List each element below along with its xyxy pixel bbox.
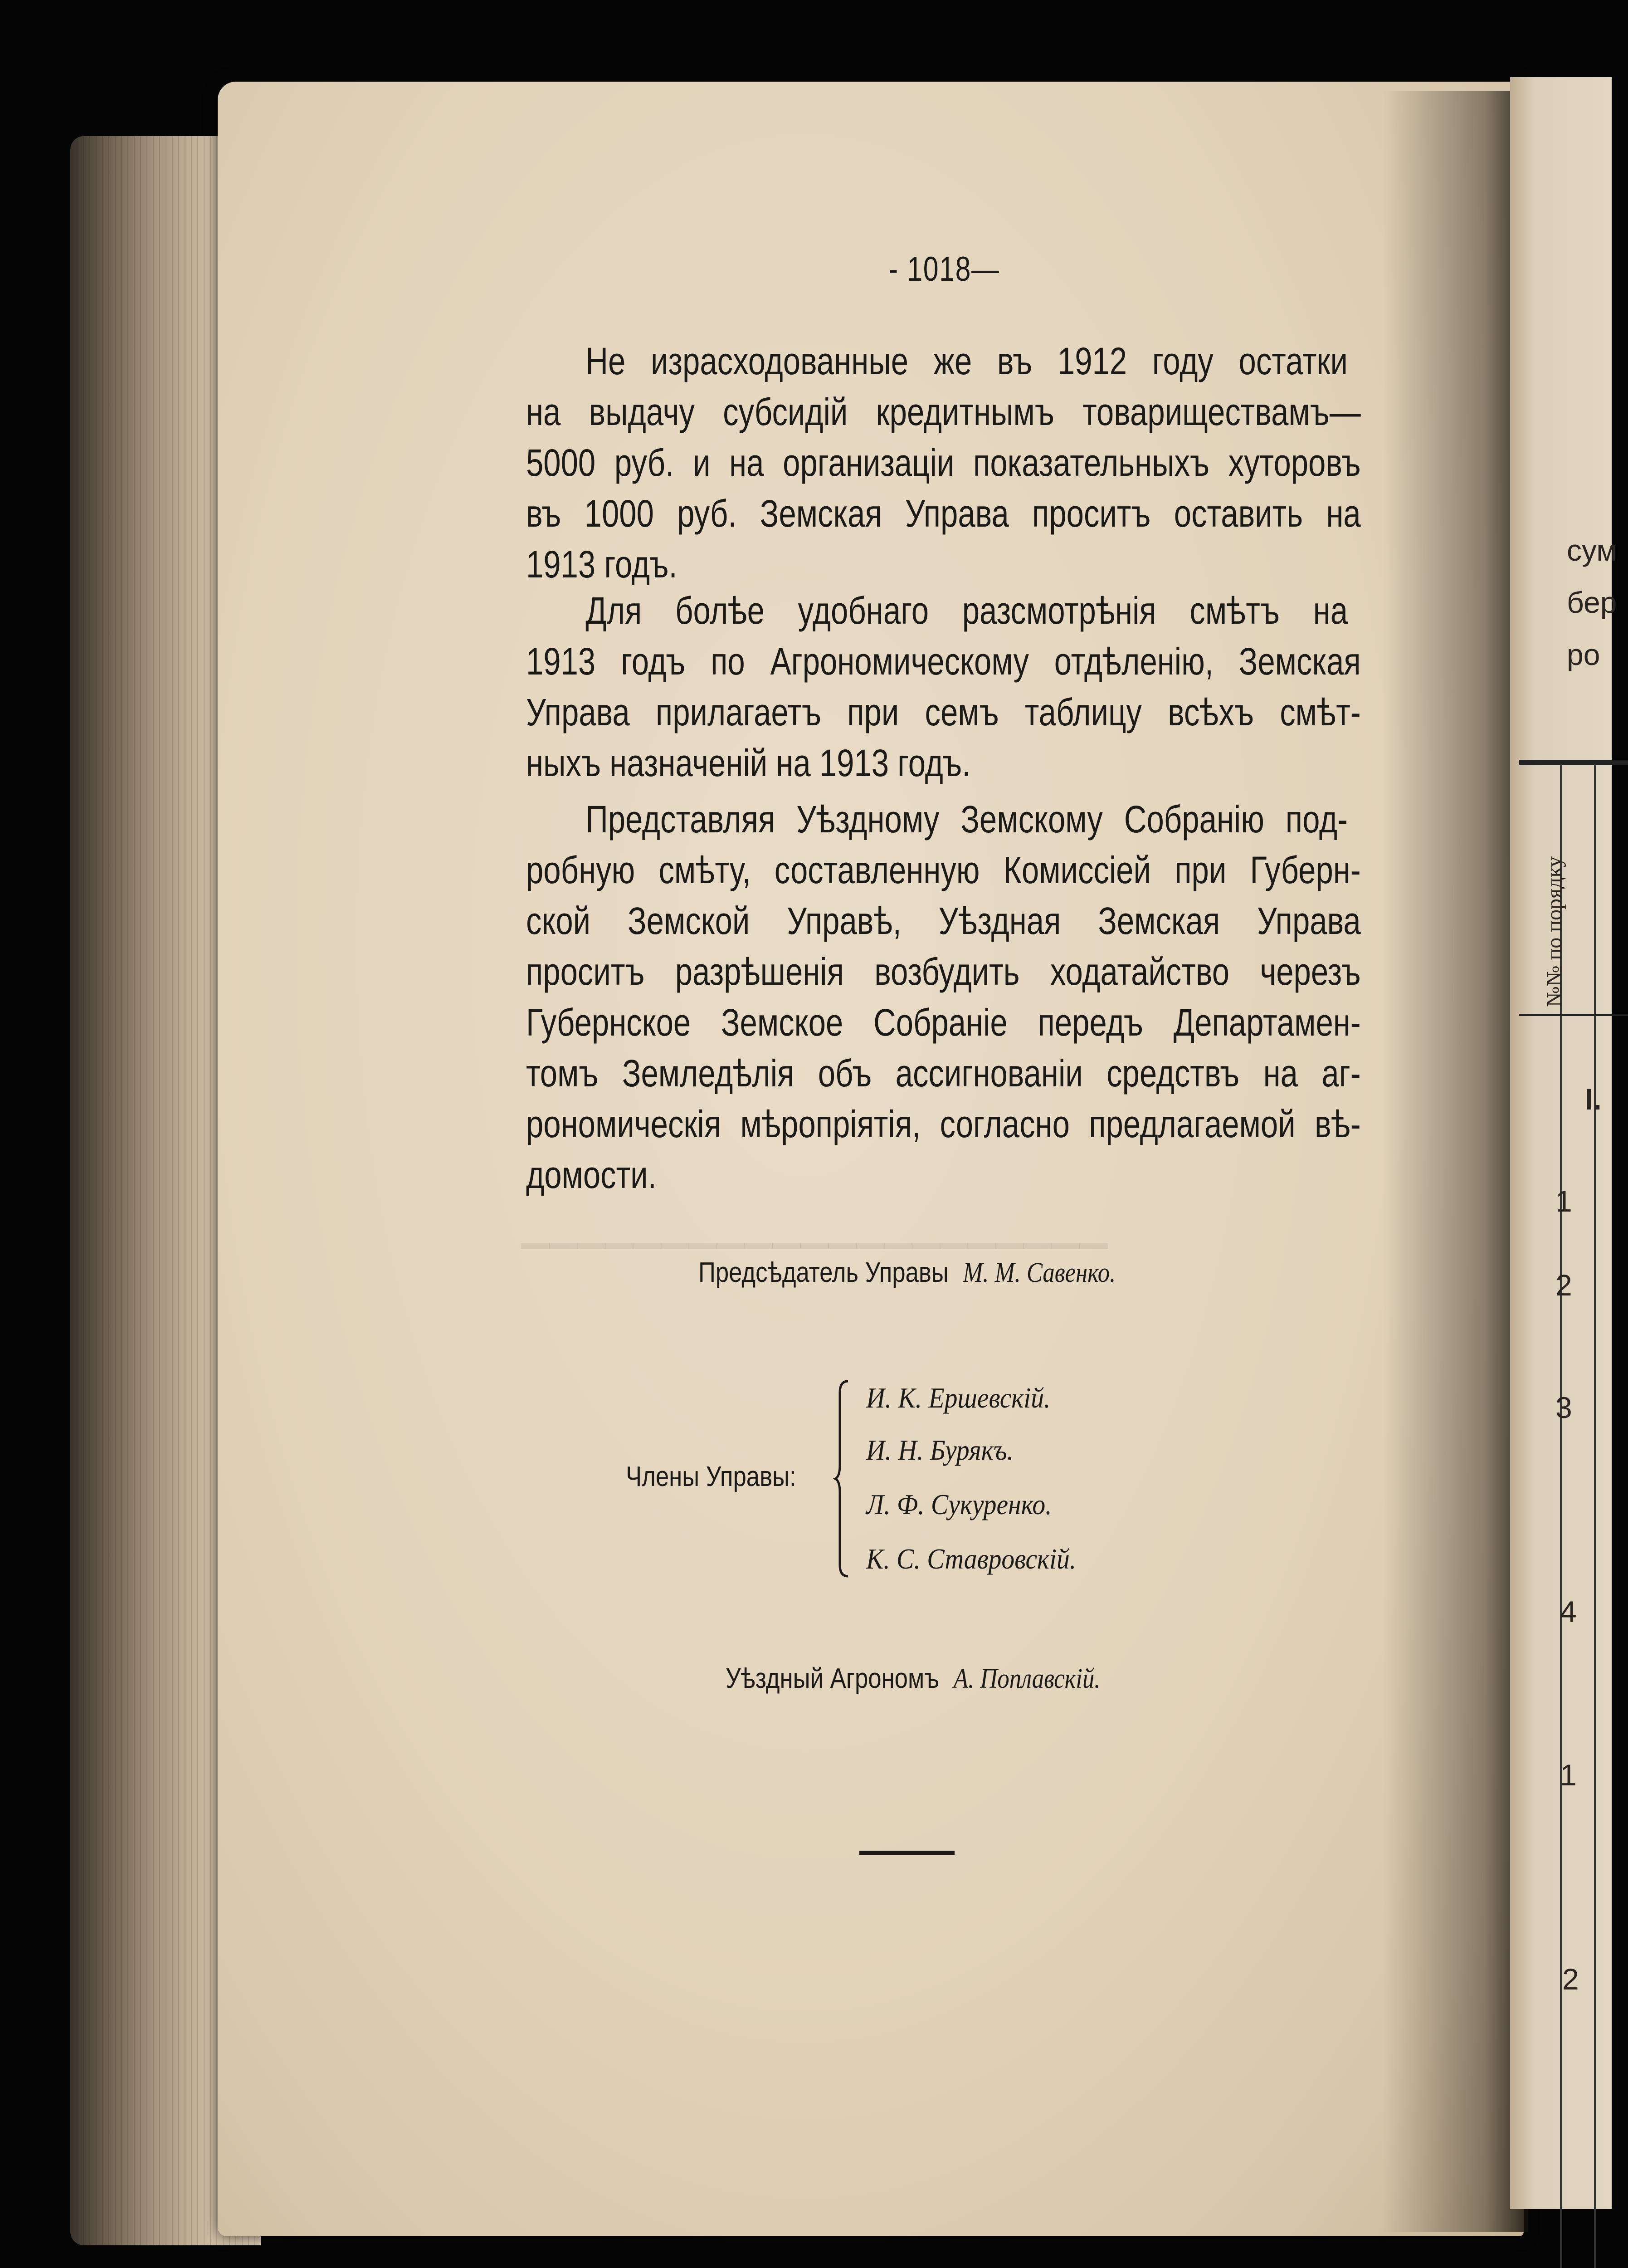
text-line: въ 1000 руб. Земская Управа проситъ оставить на	[526, 492, 1361, 535]
members-brace	[834, 1379, 853, 1579]
section-mark: I.	[1585, 1082, 1602, 1116]
gutter-shadow	[1383, 91, 1528, 2232]
member-name: И. К. Ершевскій.	[866, 1382, 1051, 1414]
end-rule	[859, 1851, 955, 1855]
text-line: робную смѣту, составленную Комиссіей при Губерн-	[526, 849, 1361, 891]
text-line: 5000 руб. и на организаціи показательныхъ хуторовъ	[526, 441, 1361, 484]
agronomist-name: А. Поплавскій.	[953, 1663, 1101, 1694]
agronomist-signature	[726, 1662, 1100, 1695]
text-line: Не израсходованные же въ 1912 году остатки	[585, 340, 1348, 382]
agronomist-label: Уѣздный Агрономъ	[726, 1663, 940, 1694]
next-page	[1510, 77, 1617, 2209]
members-label: Члены Управы:	[626, 1461, 796, 1492]
next-page-fragment: сум	[1567, 533, 1617, 567]
table-top-rule	[1519, 760, 1628, 765]
chairman-name: М. М. Савенко.	[963, 1257, 1116, 1288]
table-header-rule	[1519, 1014, 1628, 1016]
paragraph-3	[526, 794, 1360, 1200]
table-column-line	[1594, 764, 1596, 2268]
member-name: К. С. Ставровскій.	[866, 1543, 1077, 1575]
member-name: И. Н. Бурякъ.	[866, 1434, 1014, 1466]
row-number: 1	[1555, 1184, 1572, 1218]
text-line: томъ Земледѣлія объ ассигнованіи средствъ на аг-	[526, 1052, 1361, 1095]
next-page-fragment: бер	[1567, 586, 1617, 619]
next-page-fragment: ро	[1567, 638, 1600, 671]
row-number: 1	[1560, 1758, 1577, 1792]
member-name: Л. Ф. Сукуренко.	[866, 1488, 1052, 1520]
paragraph-2	[526, 585, 1360, 788]
row-number: 2	[1555, 1268, 1572, 1302]
row-number: 3	[1555, 1391, 1572, 1424]
paragraph-1	[526, 336, 1360, 590]
page-number: - 1018—	[889, 250, 1000, 288]
chairman-signature	[698, 1256, 1116, 1289]
text-line: Представляя Уѣздному Земскому Собранію под-	[585, 798, 1348, 841]
bleed-through-text: ▁▁▁▁▁▁▁▁▁▁▁▁▁▁▁▁▁▁▁▁▁	[522, 1207, 1107, 1247]
text-line: рономическія мѣропріятія, согласно предлагаемой вѣ-	[526, 1103, 1361, 1145]
text-line: на выдачу субсидій кредитнымъ товариществамъ—	[526, 391, 1361, 433]
text-line: проситъ разрѣшенія возбудить ходатайство черезъ	[526, 950, 1361, 993]
text-line: ныхъ назначеній на 1913 годъ.	[526, 742, 971, 784]
row-number: 4	[1560, 1595, 1577, 1628]
column-header: №№ по порядку	[1542, 856, 1566, 1007]
text-line: Для болѣе удобнаго разсмотрѣнія смѣтъ на	[585, 589, 1348, 632]
text-line: Губернское Земское Собраніе передъ Департамен-	[526, 1001, 1361, 1044]
text-line: домости.	[526, 1154, 657, 1196]
text-line: Управа прилагаетъ при семъ таблицу всѣхъ смѣт-	[526, 691, 1361, 733]
text-line: 1913 годъ.	[526, 543, 678, 586]
text-line: ской Земской Управѣ, Уѣздная Земская Управа	[526, 899, 1361, 942]
chairman-label: Предсѣдатель Управы	[698, 1257, 949, 1288]
row-number: 2	[1562, 1962, 1579, 1996]
text-line: 1913 годъ по Агрономическому отдѣленію, Земская	[526, 640, 1361, 683]
